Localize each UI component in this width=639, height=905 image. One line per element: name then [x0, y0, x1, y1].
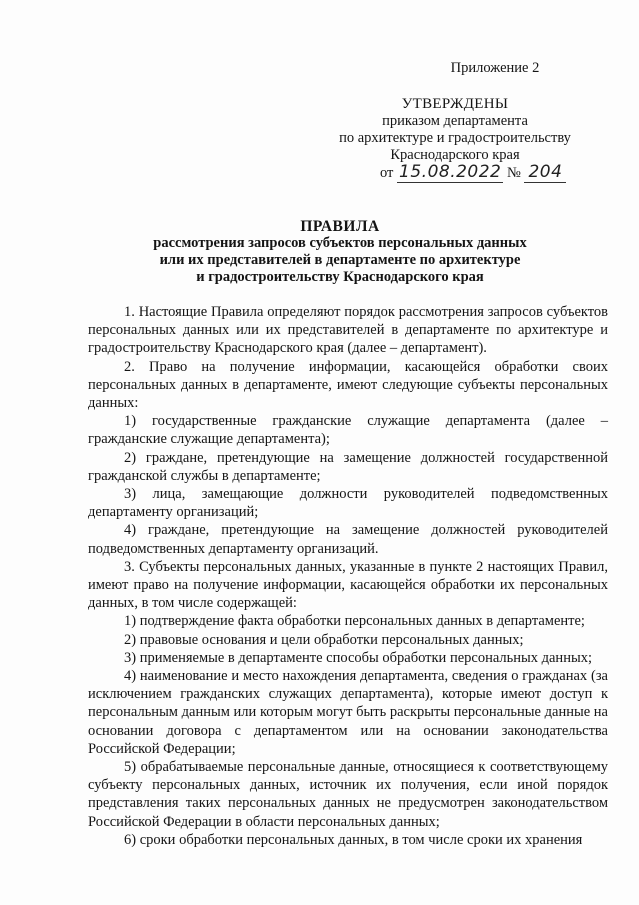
document-body [88, 303, 608, 849]
paragraph: 3. Субъекты персональных данных, указанные в пункте 2 настоящих Правил, имеют право на получение информации, касающейся обработки их персональных данных, в том числе содержащей: [88, 558, 608, 612]
approved-line: приказом департамента [382, 113, 528, 129]
order-date-line [380, 162, 610, 182]
annex-label: Приложение 2 [450, 60, 540, 76]
list-item: 2) граждане, претендующие на замещение должностей государственной гражданской службы в департаменте; [88, 449, 608, 484]
list-item: 6) сроки обработки персональных данных, в том числе сроки их хранения [124, 831, 583, 848]
title-line: или их представителей в департаменте по архитектуре [159, 252, 521, 268]
approved-line: по архитектуре и градостроительству [339, 130, 571, 146]
list-item: 1) государственные гражданские служащие департамента (далее – гражданские служащие департамента); [88, 413, 608, 448]
title-main: ПРАВИЛА [300, 218, 380, 235]
paragraph: 1. Настоящие Правила определяют порядок рассмотрения запросов субъектов персональных данных или их представителей в департаменте по архитектуре и градостроительству Краснодарского края (далее – департамент). [88, 304, 608, 357]
list-item: 4) граждане, претендующие на замещение должностей руководителей подведомственных департаменту организаций. [88, 522, 608, 557]
paragraph: 2. Право на получение информации, касающейся обработки своих персональных данных в департаменте, имеют следующие субъекты персональных данных: [88, 358, 608, 412]
document-title [120, 218, 560, 286]
number-prefix: № [507, 165, 521, 181]
list-item: 5) обрабатываемые персональные данные, относящиеся к соответствующему субъекту персональных данных, источник их получения, если иной порядок представления таких персональных данных не предусмотрен законодательством Российской Федерации в области персональных данных; [88, 759, 608, 830]
approval-block [300, 96, 610, 164]
handwritten-date: 15.08.2022 [399, 162, 502, 182]
list-item: 1) подтверждение факта обработки персональных данных в департаменте; [124, 613, 585, 630]
list-item: 2) правовые основания и цели обработки персональных данных; [124, 631, 524, 648]
handwritten-number: 204 [524, 162, 566, 183]
list-item: 3) лица, замещающие должности руководителей подведомственных департаменту организаций; [88, 486, 608, 521]
date-prefix: от [380, 165, 394, 181]
title-line: рассмотрения запросов субъектов персональных данных [153, 235, 527, 251]
list-item: 4) наименование и место нахождения департамента, сведения о гражданах (за исключением гражданских служащих департамента), которые имеют доступ к персональным данным или которым могут быть раскрыты персональные данные на основании договора с департаментом или на основании законодательства Российской Федерации; [88, 668, 608, 757]
approved-heading: УТВЕРЖДЕНЫ [401, 96, 509, 112]
title-line: и градостроительству Краснодарского края [196, 269, 484, 285]
approved-line: Краснодарского края [390, 147, 520, 163]
list-item: 3) применяемые в департаменте способы обработки персональных данных; [124, 649, 592, 666]
